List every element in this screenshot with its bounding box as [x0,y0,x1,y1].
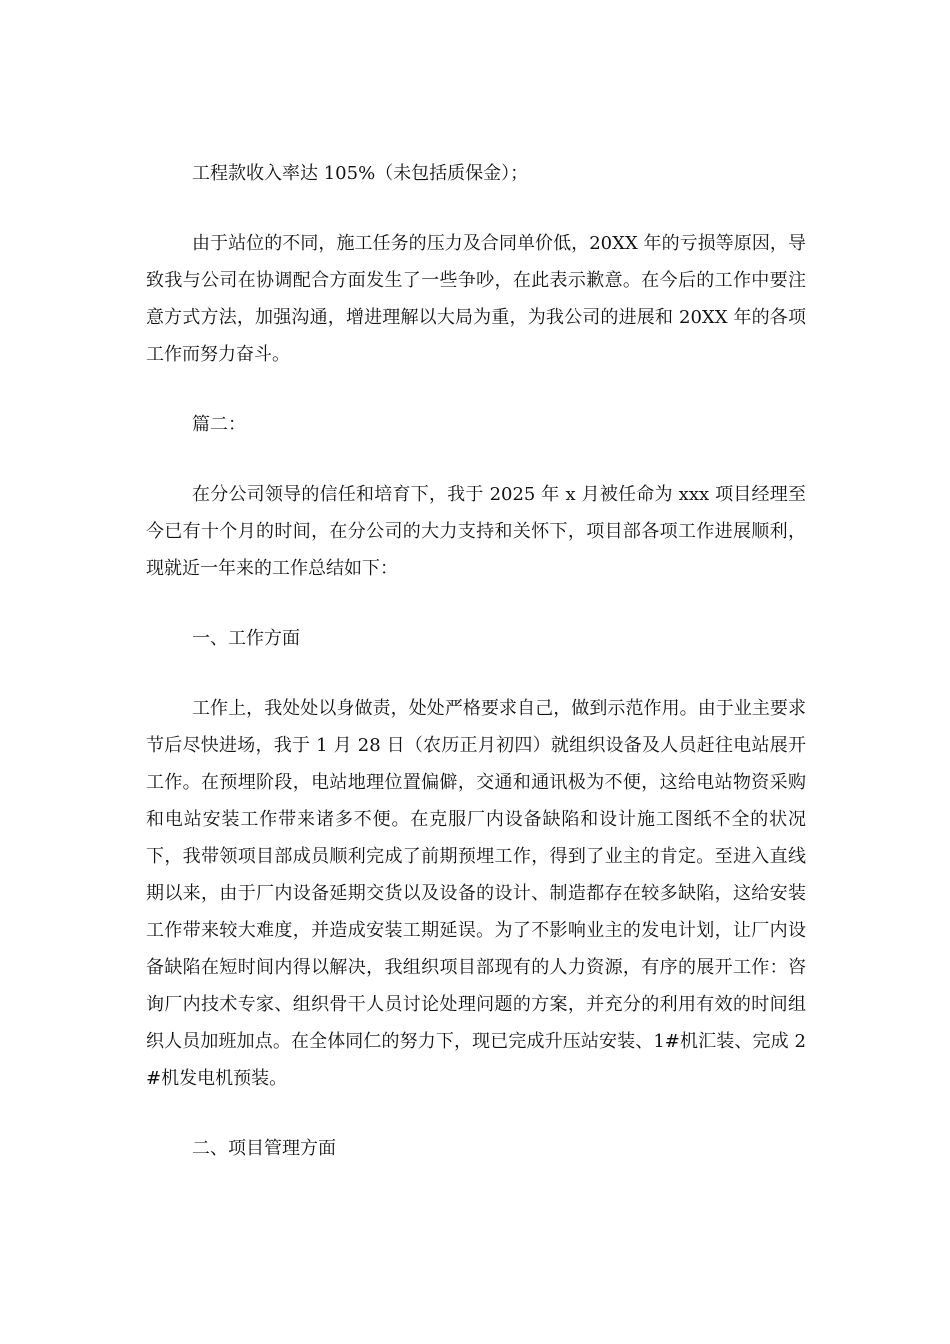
section-heading-work: 一、工作方面 [192,628,300,649]
paragraph-income-rate: 工程款收入率达 105%（未包括质保金）； [192,163,529,184]
paragraph-work-details: 工作上，我处处以身做责，处处严格要求自己，做到示范作用。由于业主要求节后尽快进场，我于 1 月 28 日（农历正月初四）就组织设备及人员赶往电站展开工作。在预埋阶段，电站地理位置偏僻，交通和通讯极为不便，这给电站物资采购和电站安装工作带来诸多不便。在克服厂内设备缺陷和设计施工图纸不全的状况下，我带领项目部成员顺利完成了前期预埋工作，得到了业主的肯定。至进入直线期以来，由于厂内设备延期交货以及设备的设计、制造都存在较多缺陷，这给安装工作带来较大难度，并造成安装工期延误。为了不影响业主的发电计划，让厂内设备缺陷在短时间内得以解决，我组织项目部现有的人力资源，有序的展开工作：咨询厂内技术专家、组织骨干人员讨论处理问题的方案，并充分的利用有效的时间组织人员加班加点。在全体同仁的努力下，现已完成升压站安装、1#机汇装、完成 2#机发电机预装。 [146,698,806,1089]
paragraph-apology: 由于站位的不同，施工任务的压力及合同单价低，20XX 年的亏损等原因，导致我与公司在协调配合方面发生了一些争吵，在此表示歉意。在今后的工作中要注意方式方法，加强沟通，增进理解以大局为重，为我公司的进展和 20XX 年的各项工作而努力奋斗。 [146,233,806,365]
document-body [146,155,806,1200]
section-heading-part-two: 篇二： [192,414,246,435]
section-heading-project-management: 二、项目管理方面 [192,1138,336,1159]
paragraph-introduction: 在分公司领导的信任和培育下，我于 2025 年 x 月被任命为 xxx 项目经理至今已有十个月的时间，在分公司的大力支持和关怀下，项目部各项工作进展顺利，现就近一年来的工作总结如下： [146,484,806,579]
